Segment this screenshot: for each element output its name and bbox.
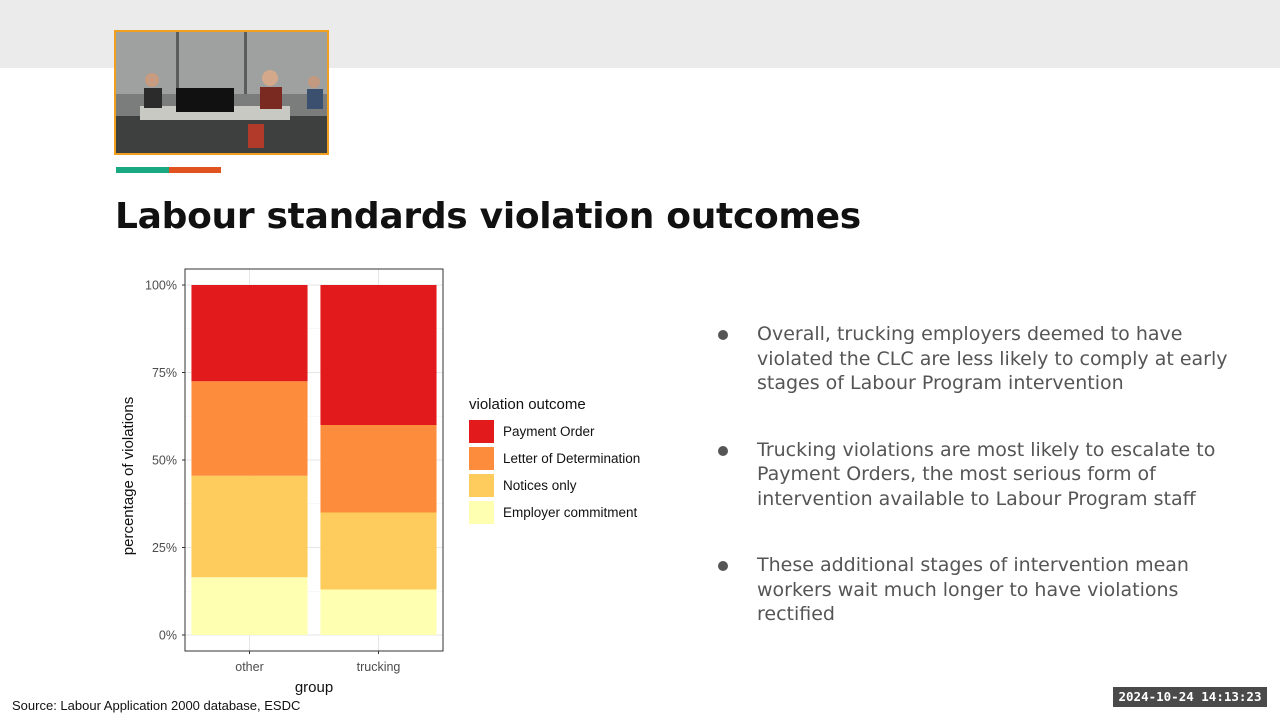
bullet-text: Overall, trucking employers deemed to have violated the CLC are less likely to comply at early stages of Labour Program intervention xyxy=(757,323,1228,394)
accent-bar-green xyxy=(116,167,169,173)
bullet-item xyxy=(716,438,1236,512)
bar-segment-trucking-payment-order xyxy=(320,285,436,425)
legend-swatch-employer-commitment xyxy=(469,501,494,524)
y-tick-label: 0% xyxy=(158,628,177,643)
bar-segment-trucking-employer-commitment xyxy=(320,590,436,636)
bullet-dot-icon xyxy=(718,330,728,340)
bullet-dot-icon xyxy=(718,561,728,571)
y-axis-title: percentage of violations xyxy=(120,396,137,556)
legend-label: Payment Order xyxy=(503,424,595,439)
source-note: Source: Labour Application 2000 database, ESDC xyxy=(12,698,301,713)
bar-segment-other-payment-order xyxy=(191,285,307,381)
legend-label: Notices only xyxy=(503,478,577,493)
legend-title: violation outcome xyxy=(469,396,586,413)
accent-bar-orange xyxy=(169,167,221,173)
x-tick-label: trucking xyxy=(356,660,401,674)
bullet-dot-icon xyxy=(718,446,728,456)
bar-segment-trucking-notices-only xyxy=(320,513,436,590)
slide-title: Labour standards violation outcomes xyxy=(115,196,861,237)
bar-segment-other-notices-only xyxy=(191,476,307,578)
legend-swatch-notices-only xyxy=(469,474,494,497)
legend-label: Letter of Determination xyxy=(503,451,641,466)
y-tick-label: 100% xyxy=(145,278,177,293)
stacked-bar-chart xyxy=(112,262,672,702)
y-tick-label: 75% xyxy=(151,366,177,380)
x-tick-label: other xyxy=(235,660,264,674)
y-tick-label: 25% xyxy=(151,541,177,555)
legend-swatch-payment-order xyxy=(469,420,494,443)
bullet-item xyxy=(716,553,1236,627)
legend-label: Employer commitment xyxy=(503,505,638,520)
bar-segment-other-letter-of-determination xyxy=(191,381,307,476)
legend-swatch-letter-of-determination xyxy=(469,447,494,470)
bullet-list xyxy=(716,322,1236,627)
bullet-text: Trucking violations are most likely to escalate to Payment Orders, the most serious form of intervention available to Labour Program staff xyxy=(757,438,1216,510)
bar-segment-trucking-letter-of-determination xyxy=(320,425,436,513)
webcam-video-thumbnail[interactable] xyxy=(114,30,329,155)
meeting-room-image xyxy=(116,32,327,153)
bullet-text: These additional stages of intervention mean workers wait much longer to have violations rectified xyxy=(757,554,1189,625)
timestamp-overlay: 2024-10-24 14:13:23 xyxy=(1113,687,1267,707)
y-tick-label: 50% xyxy=(151,453,177,468)
bar-segment-other-employer-commitment xyxy=(191,577,307,635)
x-axis-title: group xyxy=(294,679,334,696)
bullet-item xyxy=(716,322,1236,396)
